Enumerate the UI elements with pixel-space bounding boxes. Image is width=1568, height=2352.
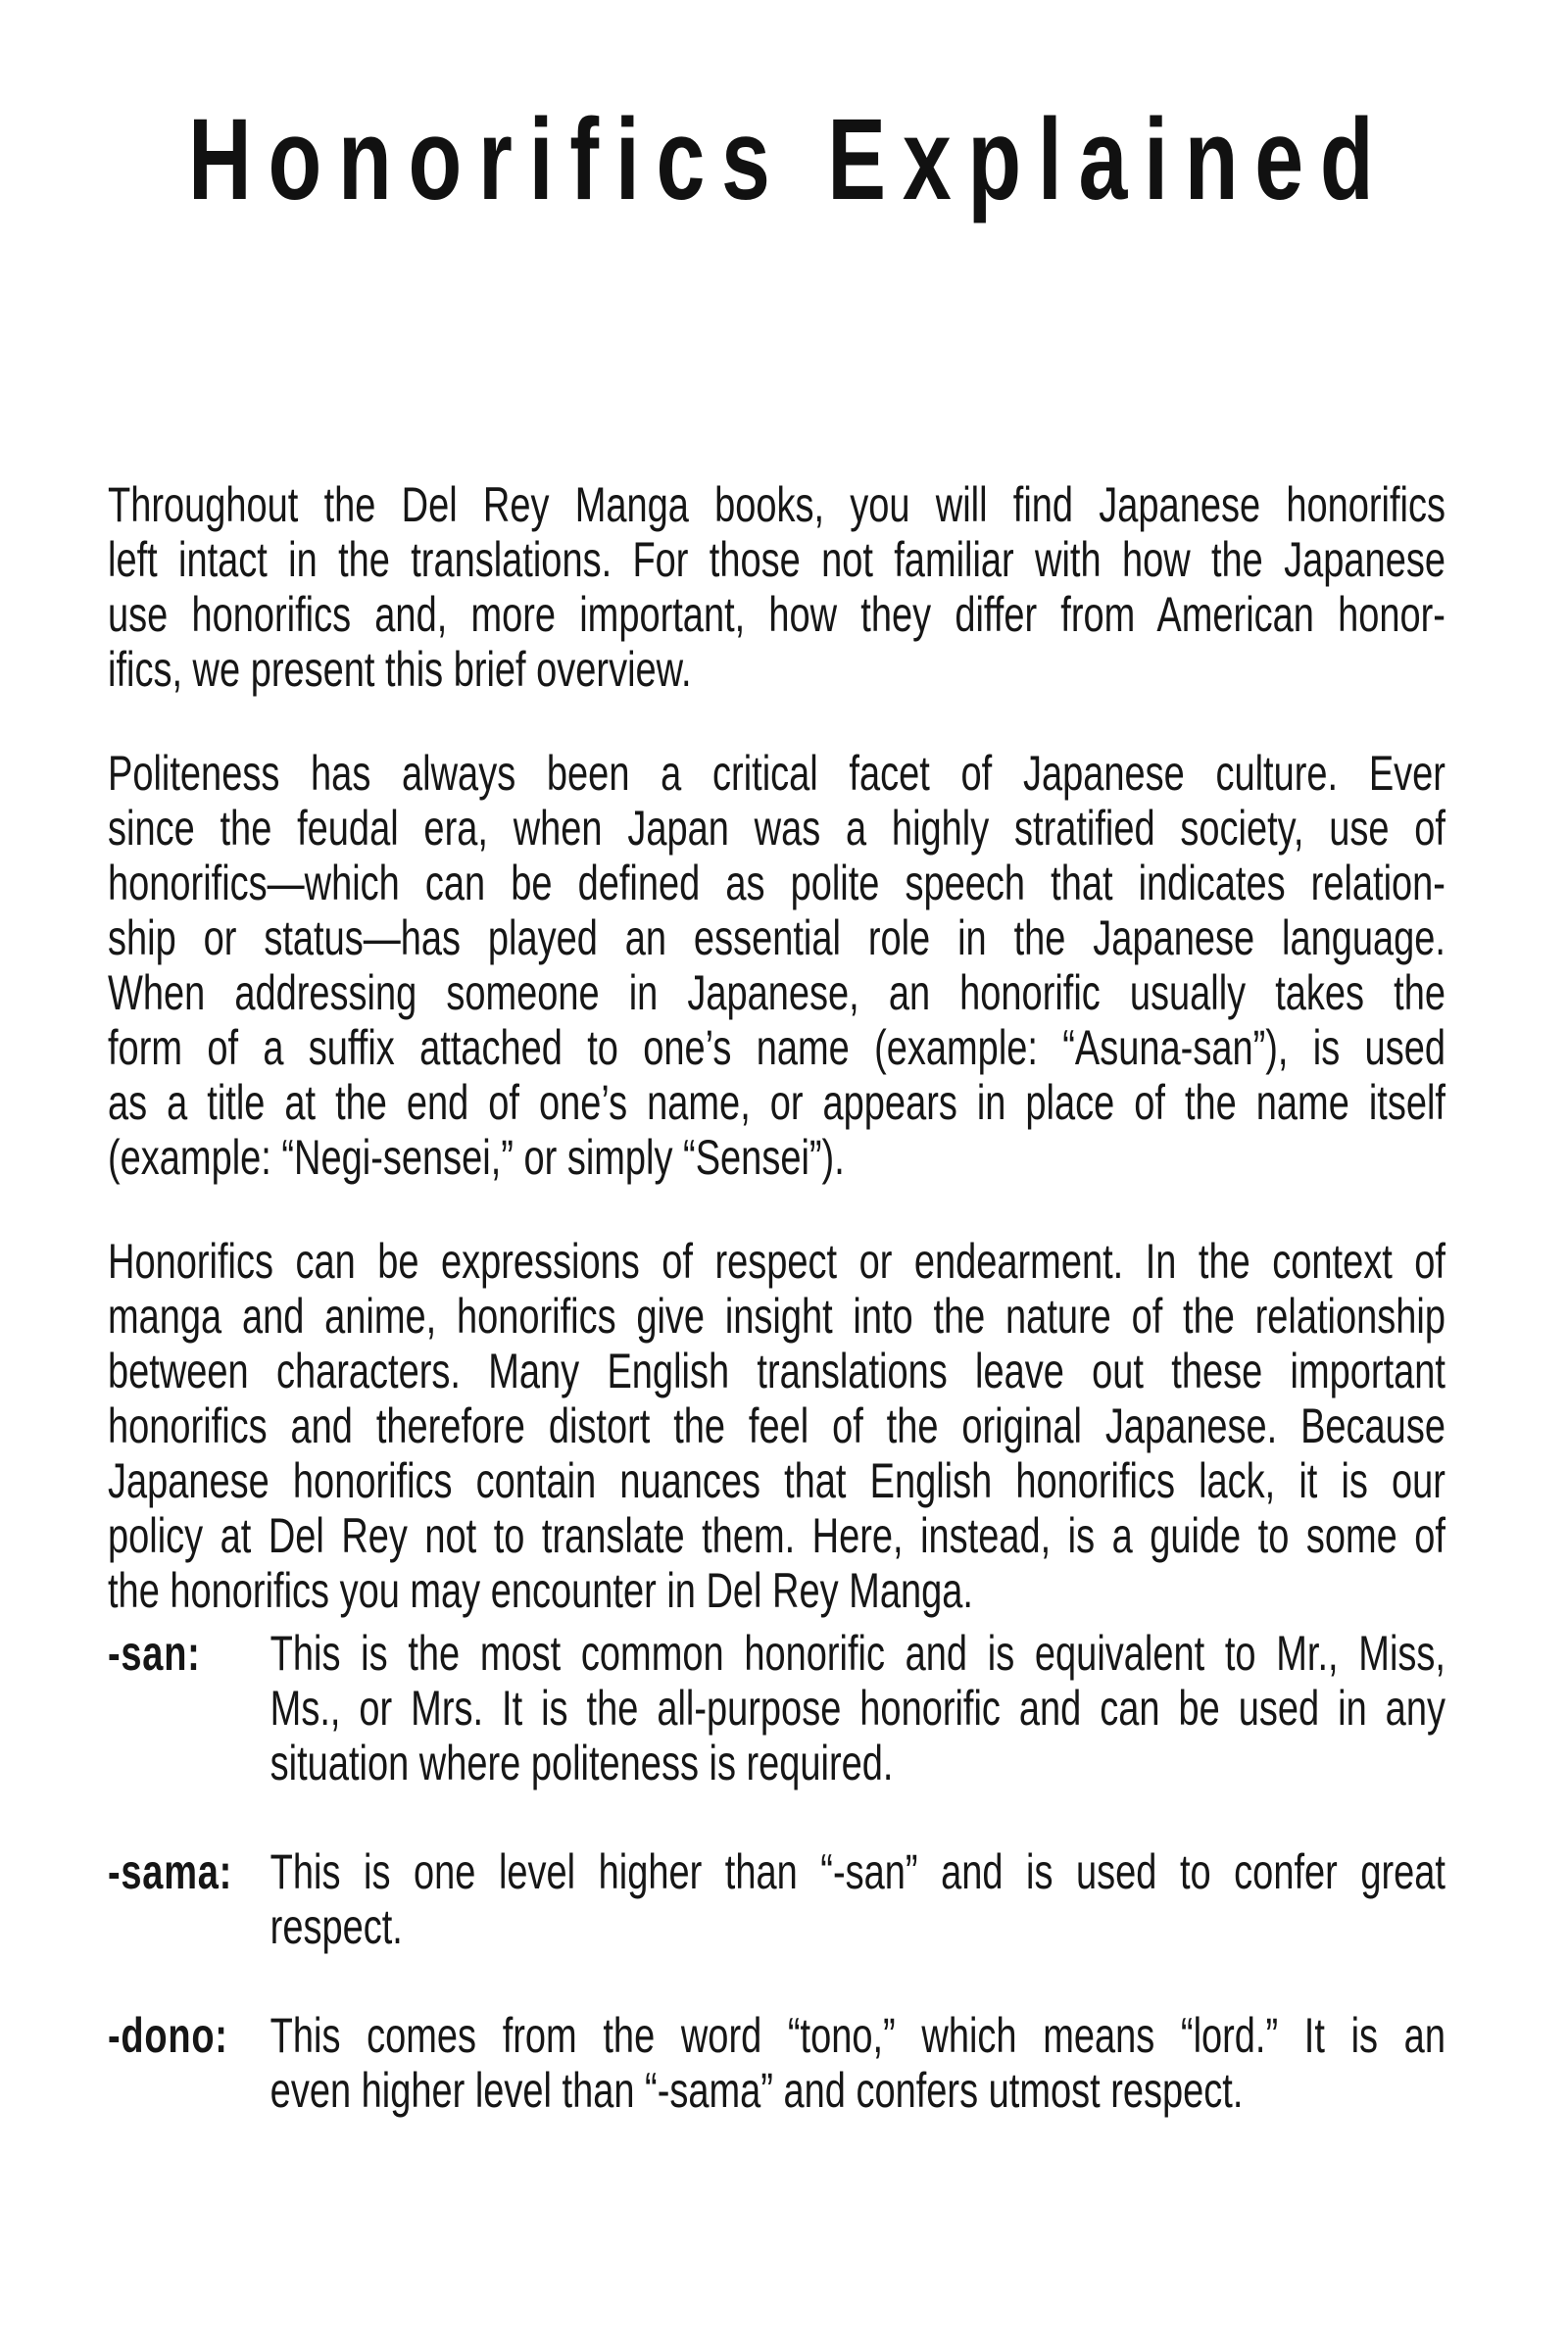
definition-entry — [108, 1626, 1446, 1790]
text-line: situation where politeness is required. — [270, 1736, 894, 1790]
text-line: When addressing someone in Japanese, an honorific usually takes the — [108, 965, 1446, 1020]
text-line: the honorifics you may encounter in Del Rey Manga. — [108, 1563, 973, 1618]
paragraph — [108, 746, 1446, 1185]
text-line: since the feudal era, when Japan was a highly stratified society, use of — [108, 801, 1446, 856]
text-line: ship or status—has played an essential role in the Japanese language. — [108, 910, 1446, 965]
text-line: Honorifics can be expressions of respect or endearment. In the context of — [108, 1234, 1446, 1289]
definition-description — [270, 1844, 1446, 1954]
text-line: Throughout the Del Rey Manga books, you will find Japanese honorifics — [108, 477, 1446, 532]
text-line: This comes from the word “tono,” which means “lord.” It is an — [270, 2008, 1446, 2063]
definition-term: -sama: — [108, 1844, 233, 1899]
text-line: honorifics—which can be defined as polite speech that indicates relation- — [108, 856, 1446, 910]
definition-description — [270, 1626, 1446, 1790]
text-line: This is the most common honorific and is equivalent to Mr., Miss, — [270, 1626, 1446, 1681]
body-paragraphs — [108, 477, 1446, 1618]
text-line: manga and anime, honorifics give insight into the nature of the relationship — [108, 1289, 1446, 1344]
text-line: (example: “Negi-sensei,” or simply “Sensei”). — [108, 1130, 845, 1185]
page-title: Honorifics Explained — [188, 95, 1391, 224]
definition-description — [270, 2008, 1446, 2118]
text-line: This is one level higher than “-san” and is used to confer great — [270, 1844, 1446, 1899]
definition-entry — [108, 1844, 1446, 1954]
definition-term: -san: — [108, 1626, 201, 1681]
paragraph — [108, 477, 1446, 697]
paragraph — [108, 1234, 1446, 1618]
text-line: even higher level than “-sama” and confers utmost respect. — [270, 2063, 1244, 2118]
text-line: form of a suffix attached to one’s name (example: “Asuna-san”), is used — [108, 1020, 1446, 1075]
text-line: Politeness has always been a critical facet of Japanese culture. Ever — [108, 746, 1446, 801]
text-line: as a title at the end of one’s name, or appears in place of the name itself — [108, 1075, 1446, 1130]
text-line: honorifics and therefore distort the feel of the original Japanese. Because — [108, 1398, 1446, 1453]
text-line: Ms., or Mrs. It is the all-purpose honorific and can be used in any — [270, 1681, 1446, 1736]
text-line: use honorifics and, more important, how they differ from American honor- — [108, 587, 1446, 642]
text-line: Japanese honorifics contain nuances that English honorifics lack, it is our — [108, 1453, 1446, 1508]
text-line: respect. — [270, 1899, 403, 1954]
definition-term: -dono: — [108, 2008, 228, 2063]
text-line: between characters. Many English translations leave out these important — [108, 1344, 1446, 1398]
text-line: policy at Del Rey not to translate them. Here, instead, is a guide to some of — [108, 1508, 1446, 1563]
text-line: left intact in the translations. For those not familiar with how the Japanese — [108, 532, 1446, 587]
text-line: ifics, we present this brief overview. — [108, 642, 692, 697]
body-column — [108, 477, 1446, 2118]
honorific-definitions — [108, 1626, 1446, 2118]
definition-entry — [108, 2008, 1446, 2118]
